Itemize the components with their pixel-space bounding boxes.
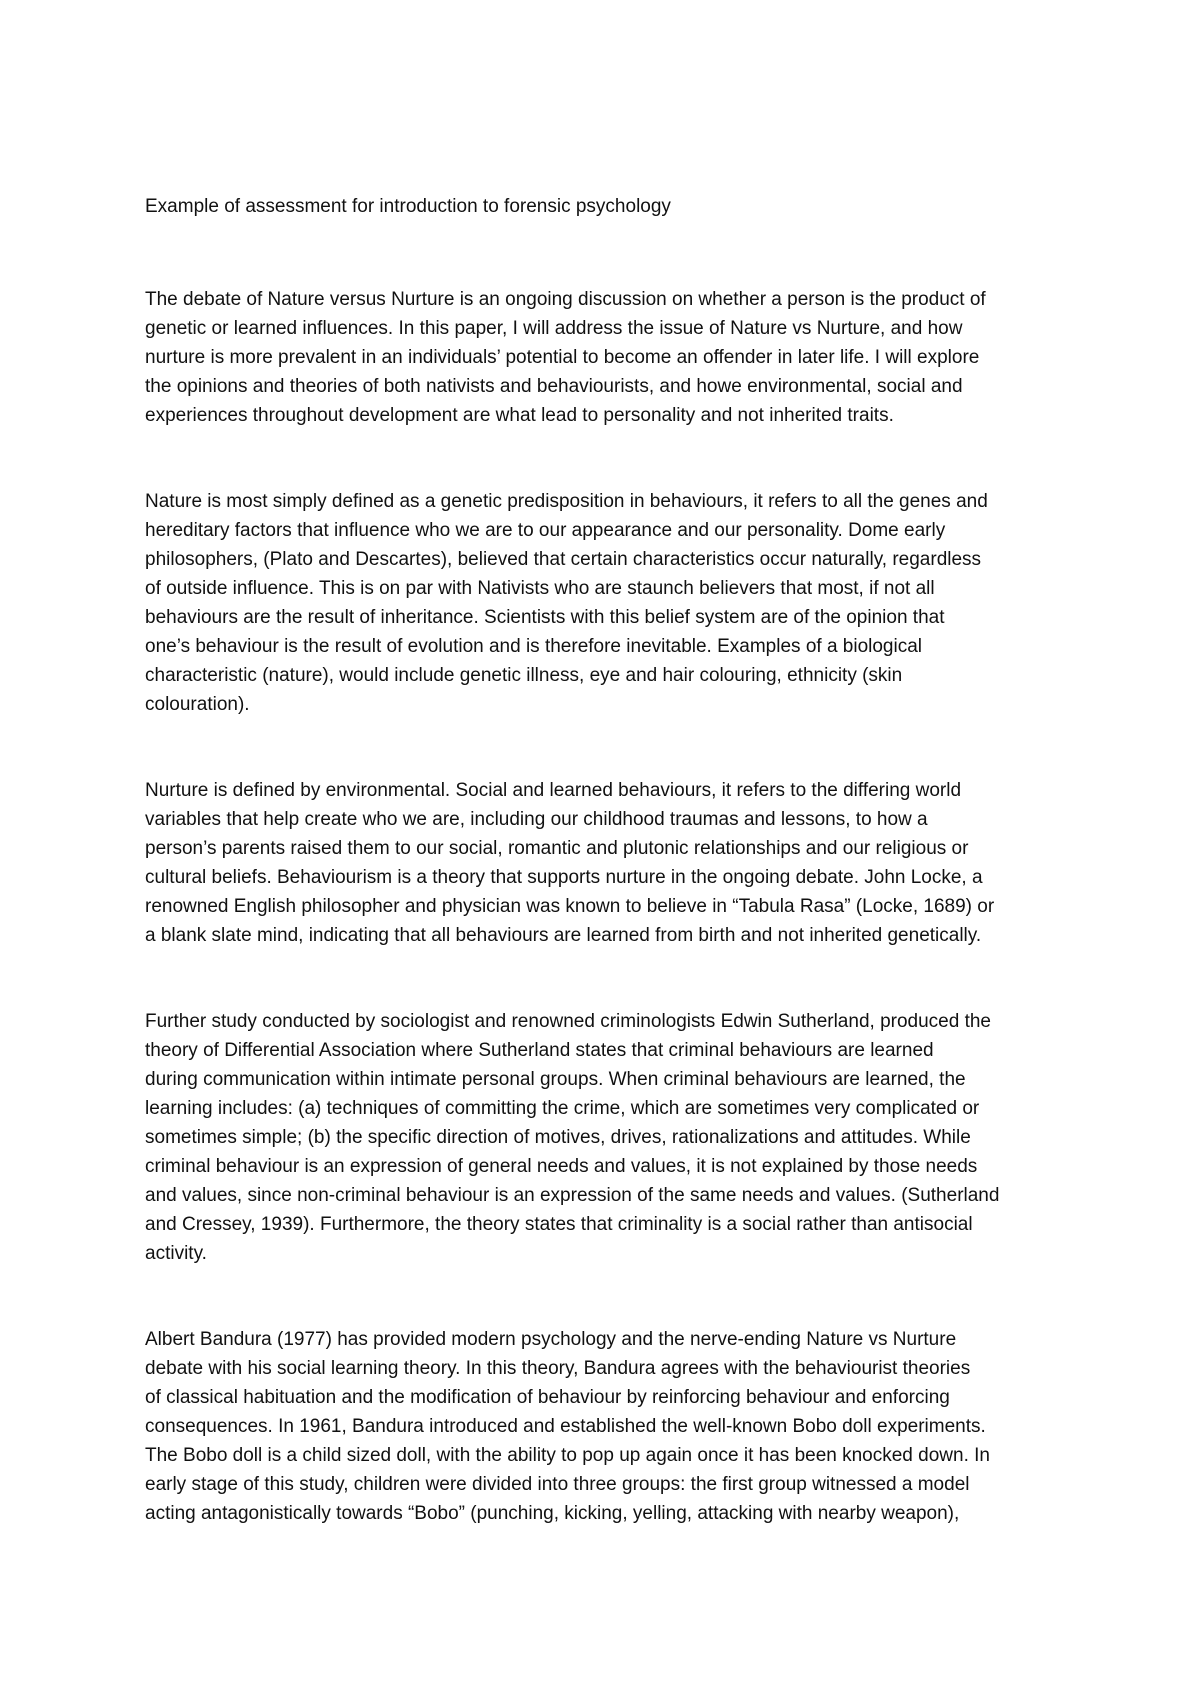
paragraph-line: early stage of this study, children were divided into three groups: the first group witnessed a model bbox=[145, 1474, 970, 1495]
paragraph-line: of outside influence. This is on par with Nativists who are staunch believers that most, if not all bbox=[145, 578, 935, 599]
paragraph-line: person’s parents raised them to our social, romantic and plutonic relationships and our religious or bbox=[145, 838, 969, 859]
paragraph-line: acting antagonistically towards “Bobo” (punching, kicking, yelling, attacking with nearby weapon), bbox=[145, 1503, 960, 1524]
paragraph bbox=[145, 487, 1065, 719]
paragraph-line: the opinions and theories of both nativists and behaviourists, and howe environmental, social and bbox=[145, 376, 963, 397]
paragraph bbox=[145, 776, 1065, 950]
paragraph-line: criminal behaviour is an expression of general needs and values, it is not explained by those needs bbox=[145, 1156, 978, 1177]
paragraph-line: renowned English philosopher and physician was known to believe in “Tabula Rasa” (Locke, 1689) or bbox=[145, 896, 995, 917]
paragraph-line: sometimes simple; (b) the specific direction of motives, drives, rationalizations and attitudes. While bbox=[145, 1127, 971, 1148]
paragraph-line: a blank slate mind, indicating that all behaviours are learned from birth and not inherited genetically. bbox=[145, 925, 982, 946]
paragraph-line: consequences. In 1961, Bandura introduced and established the well-known Bobo doll experiments. bbox=[145, 1416, 986, 1437]
paragraph-line: and Cressey, 1939). Furthermore, the theory states that criminality is a social rather than antisocial bbox=[145, 1214, 973, 1235]
paragraph-line: experiences throughout development are what lead to personality and not inherited traits. bbox=[145, 405, 894, 426]
paragraph-line: Albert Bandura (1977) has provided modern psychology and the nerve-ending Nature vs Nurture bbox=[145, 1329, 957, 1350]
paragraph-line: philosophers, (Plato and Descartes), believed that certain characteristics occur naturally, regardless bbox=[145, 549, 982, 570]
paragraph-line: Further study conducted by sociologist and renowned criminologists Edwin Sutherland, produced the bbox=[145, 1011, 991, 1032]
paragraph-line: Nurture is defined by environmental. Social and learned behaviours, it refers to the differing world bbox=[145, 780, 962, 801]
paragraph-line: debate with his social learning theory. In this theory, Bandura agrees with the behaviourist theories bbox=[145, 1358, 971, 1379]
document-title: Example of assessment for introduction to forensic psychology bbox=[145, 196, 671, 217]
paragraph bbox=[145, 1007, 1065, 1268]
paragraph-line: characteristic (nature), would include genetic illness, eye and hair colouring, ethnicity (skin bbox=[145, 665, 903, 686]
paragraph-line: Nature is most simply defined as a genetic predisposition in behaviours, it refers to all the genes and bbox=[145, 491, 988, 512]
paragraph-line: during communication within intimate personal groups. When criminal behaviours are learned, the bbox=[145, 1069, 966, 1090]
paragraph-line: variables that help create who we are, including our childhood traumas and lessons, to how a bbox=[145, 809, 928, 830]
paragraph-line: of classical habituation and the modification of behaviour by reinforcing behaviour and enforcing bbox=[145, 1387, 950, 1408]
paragraph-line: The Bobo doll is a child sized doll, with the ability to pop up again once it has been knocked down. In bbox=[145, 1445, 990, 1466]
paragraph-line: learning includes: (a) techniques of committing the crime, which are sometimes very complicated or bbox=[145, 1098, 980, 1119]
paragraph-line: theory of Differential Association where Sutherland states that criminal behaviours are learned bbox=[145, 1040, 934, 1061]
paragraph-line: one’s behaviour is the result of evolution and is therefore inevitable. Examples of a biological bbox=[145, 636, 923, 657]
paragraph bbox=[145, 1325, 1065, 1528]
paragraph-line: activity. bbox=[145, 1243, 207, 1264]
paragraph-line: colouration). bbox=[145, 694, 250, 715]
paragraph-line: hereditary factors that influence who we are to our appearance and our personality. Dome early bbox=[145, 520, 946, 541]
paragraph-line: behaviours are the result of inheritance. Scientists with this belief system are of the opinion that bbox=[145, 607, 945, 628]
paragraph-line: genetic or learned influences. In this paper, I will address the issue of Nature vs Nurture, and how bbox=[145, 318, 963, 339]
paragraph-line: The debate of Nature versus Nurture is an ongoing discussion on whether a person is the product of bbox=[145, 289, 986, 310]
paragraph-line: cultural beliefs. Behaviourism is a theory that supports nurture in the ongoing debate. John Locke, a bbox=[145, 867, 983, 888]
paragraph bbox=[145, 285, 1065, 430]
document-body bbox=[145, 192, 1065, 1585]
paragraph-line: and values, since non-criminal behaviour is an expression of the same needs and values. (Sutherland bbox=[145, 1185, 1000, 1206]
paragraph-line: nurture is more prevalent in an individuals’ potential to become an offender in later life. I will explore bbox=[145, 347, 980, 368]
paragraph-list bbox=[145, 285, 1065, 1528]
